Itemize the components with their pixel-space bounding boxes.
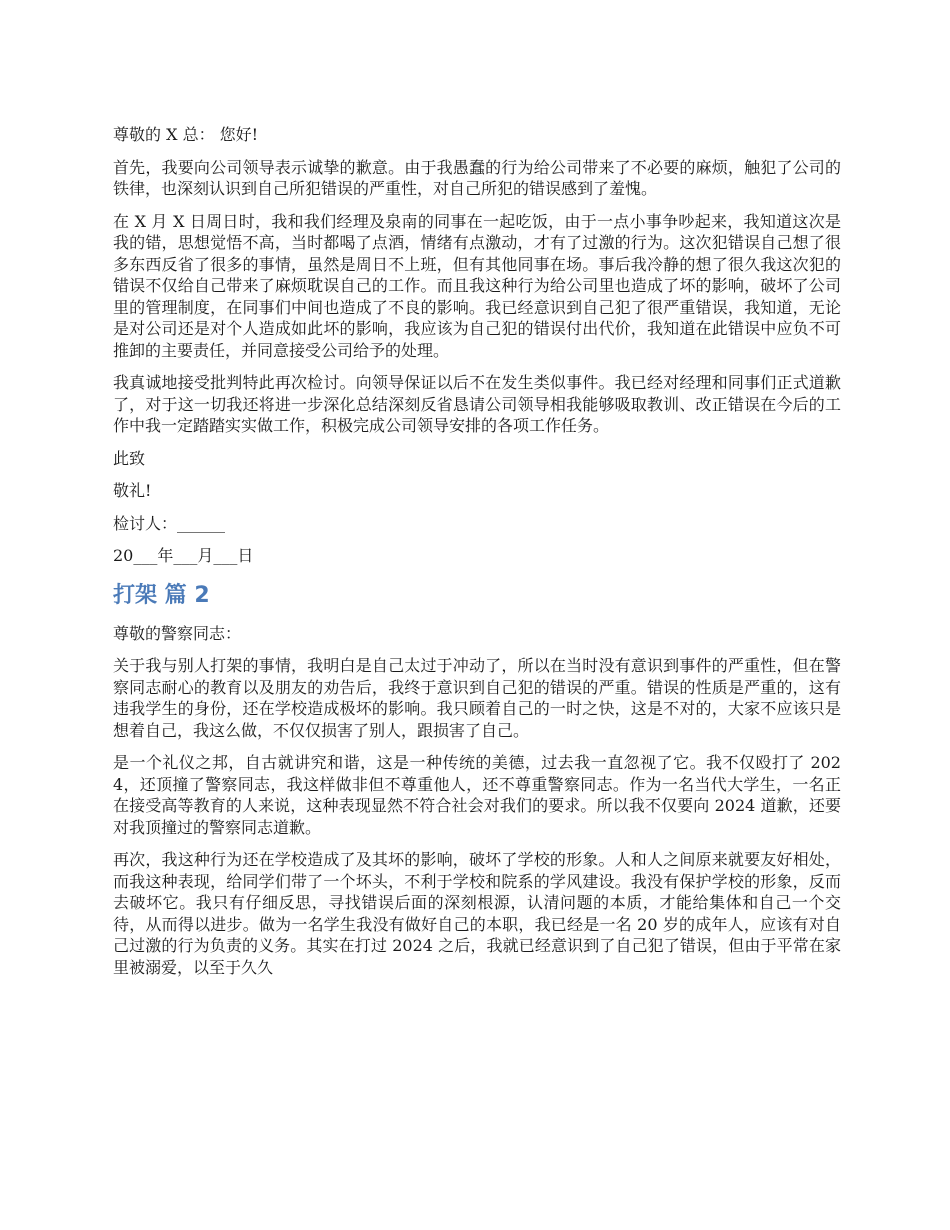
signer-line: 检讨人：______ [113,513,226,533]
paragraph-5: 是一个礼仪之邦，自古就讲究和谐，这是一种传统的美德，过去我一直忽视了它。我不仅殴打了 2024，还顶撞了警察同志，我这样做非但不尊重他人，还不尊重警察同志。作为一名当代大学生，一名正在接受高等教育的人来说，这种表现显然不符合社会对我们的要求。所以我不仅要向 2024 道歉，还要对我顶撞过的警察同志道歉。 [113,753,841,837]
closing-2: 敬礼! [113,481,152,500]
paragraph-4: 关于我与别人打架的事情，我明白是自己太过于冲动了，所以在当时没有意识到事件的严重性，但在警察同志耐心的教育以及朋友的劝告后，我终于意识到自己犯的错误的严重。错误的性质是严重的，这有违我学生的身份，还在学校造成极坏的影响。我只顾着自己的一时之快，这是不对的，大家不应该只是想着自己，我这么做，不仅仅损害了别人，跟损害了自己。 [113,656,841,740]
closing-1: 此致 [113,448,146,468]
salutation-1: 尊敬的 X 总： 您好! [113,125,259,144]
paragraph-3: 我真诚地接受批判特此再次检讨。向领导保证以后不在发生类似事件。我已经对经理和同事们正式道歉了，对于这一切我还将进一步深化总结深刻反省恳请公司领导相我能够吸取教训、改正错误在今后的工作中我一定踏踏实实做工作，积极完成公司领导安排的各项工作任务。 [113,373,841,435]
paragraph-1: 首先，我要向公司领导表示诚挚的歉意。由于我愚蠢的行为给公司带来了不必要的麻烦，触犯了公司的铁律，也深刻认识到自己所犯错误的严重性，对自己所犯的错误感到了羞愧。 [113,157,841,198]
date-line: 20___年___月___日 [113,546,254,565]
document-page [113,124,841,989]
paragraph-6: 再次，我这种行为还在学校造成了及其坏的影响，破坏了学校的形象。人和人之间原来就要友好相处，而我这种表现，给同学们带了一个坏头，不利于学校和院系的学风建设。我没有保护学校的形象，反而去破坏它。我只有仔细反思，寻找错误后面的深刻根源，认清问题的本质，才能给集体和自己一个交待，从而得以进步。做为一名学生我没有做好自己的本职，我已经是一名 20 岁的成年人，应该有对自己过激的行为负责的义务。其实在打过 2024 之后，我就已经意识到了自己犯了错误，但由于平常在家里被溺爱，以至于久久 [113,850,841,977]
section-heading-2: 打架 篇 2 [113,582,210,608]
paragraph-2: 在 X 月 X 日周日时，我和我们经理及泉南的同事在一起吃饭，由于一点小事争吵起来，我知道这次是我的错，思想觉悟不高，当时都喝了点酒，情绪有点激动，才有了过激的行为。这次犯错误自己想了很多东西反省了很多的事情，虽然是周日不上班，但有其他同事在场。事后我冷静的想了很久我这次犯的错误不仅给自己带来了麻烦耽误自己的工作。而且我这种行为给公司里也造成了坏的影响，破坏了公司里的管理制度，在同事们中间也造成了不良的影响。我已经意识到自己犯了很严重错误，我知道，无论是对公司还是对个人造成如此坏的影响，我应该为自己犯的错误付出代价，我知道在此错误中应负不可推卸的主要责任，并同意接受公司给予的处理。 [113,211,841,360]
salutation-2: 尊敬的警察同志： [113,623,242,643]
